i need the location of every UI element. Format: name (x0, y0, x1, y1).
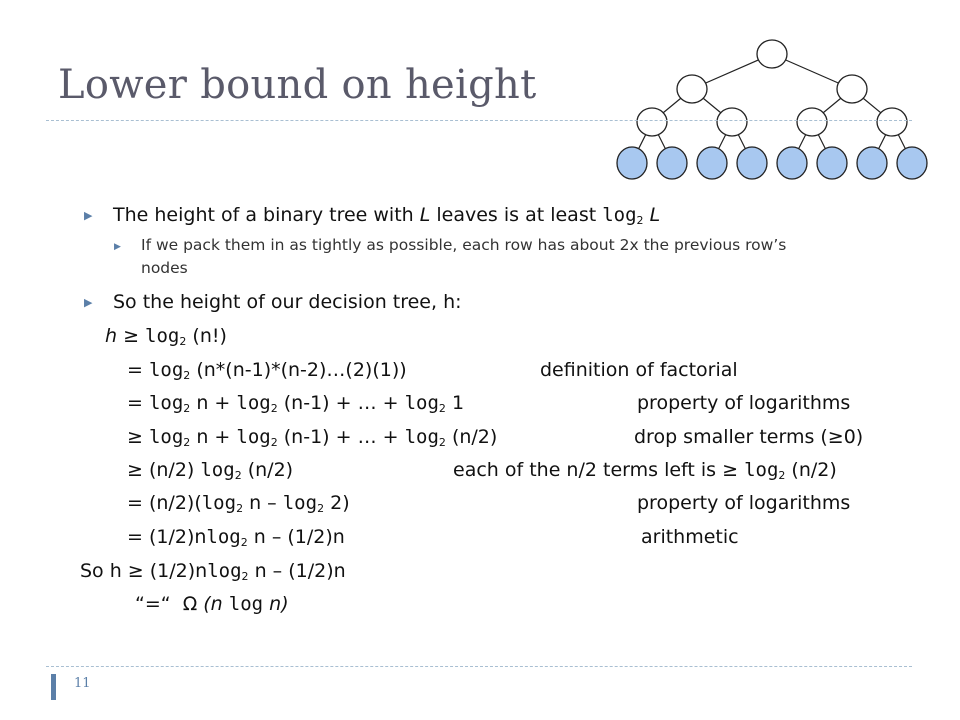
slide-number: 11 (74, 676, 91, 691)
tree-node (677, 75, 707, 103)
footer-accent-bar (51, 674, 56, 700)
derivation-line-1: h ≥ log2 (n!) (105, 325, 227, 348)
derivation-line-5: ≥ (n/2) log2 (n/2) (127, 459, 294, 482)
tree-leaf (617, 147, 647, 179)
omega-line: “=“ Ω (n log n) (135, 593, 289, 615)
derivation-line-7: = (1/2)nlog2 n – (1/2)n (127, 526, 345, 549)
note-property-of-logarithms: property of logarithms (637, 392, 851, 414)
tree-node (877, 108, 907, 136)
subbullet-arrow-icon: ▶ (114, 242, 121, 252)
note-definition-of-factorial: definition of factorial (540, 359, 738, 381)
note-property-of-logarithms-2: property of logarithms (637, 492, 851, 514)
bullet-decision-tree-height: So the height of our decision tree, h: (113, 291, 462, 313)
tree-leaf (777, 147, 807, 179)
bullet-arrow-icon: ▶ (84, 296, 93, 309)
tree-leaf (737, 147, 767, 179)
note-drop-smaller-terms: drop smaller terms (≥0) (634, 426, 864, 448)
binary-tree-diagram (600, 30, 950, 185)
tree-leaf (657, 147, 687, 179)
tree-node (797, 108, 827, 136)
subbullet-line-2: nodes (141, 259, 188, 277)
tree-leaf (897, 147, 927, 179)
tree-node-root (757, 40, 787, 68)
slide-title: Lower bound on height (58, 62, 537, 108)
tree-leaf (697, 147, 727, 179)
bullet-height-statement: The height of a binary tree with L leaves is at least log2 L (113, 204, 661, 227)
derivation-line-4: ≥ log2 n + log2 (n-1) + … + log2 (n/2) (127, 426, 498, 449)
derivation-line-3: = log2 n + log2 (n-1) + … + log2 1 (127, 392, 465, 415)
tree-edges (632, 54, 912, 162)
tree-node (637, 108, 667, 136)
note-each-term-bound: each of the n/2 terms left is ≥ log2 (n/2) (453, 459, 837, 482)
bullet-arrow-icon: ▶ (84, 209, 93, 222)
title-divider (46, 120, 912, 121)
derivation-line-6: = (n/2)(log2 n – log2 2) (127, 492, 350, 515)
footer-divider (46, 666, 912, 667)
subbullet-line-1: If we pack them in as tightly as possible, each row has about 2x the previous row’s (141, 236, 787, 254)
tree-node (837, 75, 867, 103)
derivation-line-2: = log2 (n*(n-1)*(n-2)…(2)(1)) (127, 359, 407, 382)
conclusion-line: So h ≥ (1/2)nlog2 n – (1/2)n (80, 560, 346, 583)
tree-node (717, 108, 747, 136)
tree-leaf (857, 147, 887, 179)
tree-leaf (817, 147, 847, 179)
note-arithmetic: arithmetic (641, 526, 739, 548)
